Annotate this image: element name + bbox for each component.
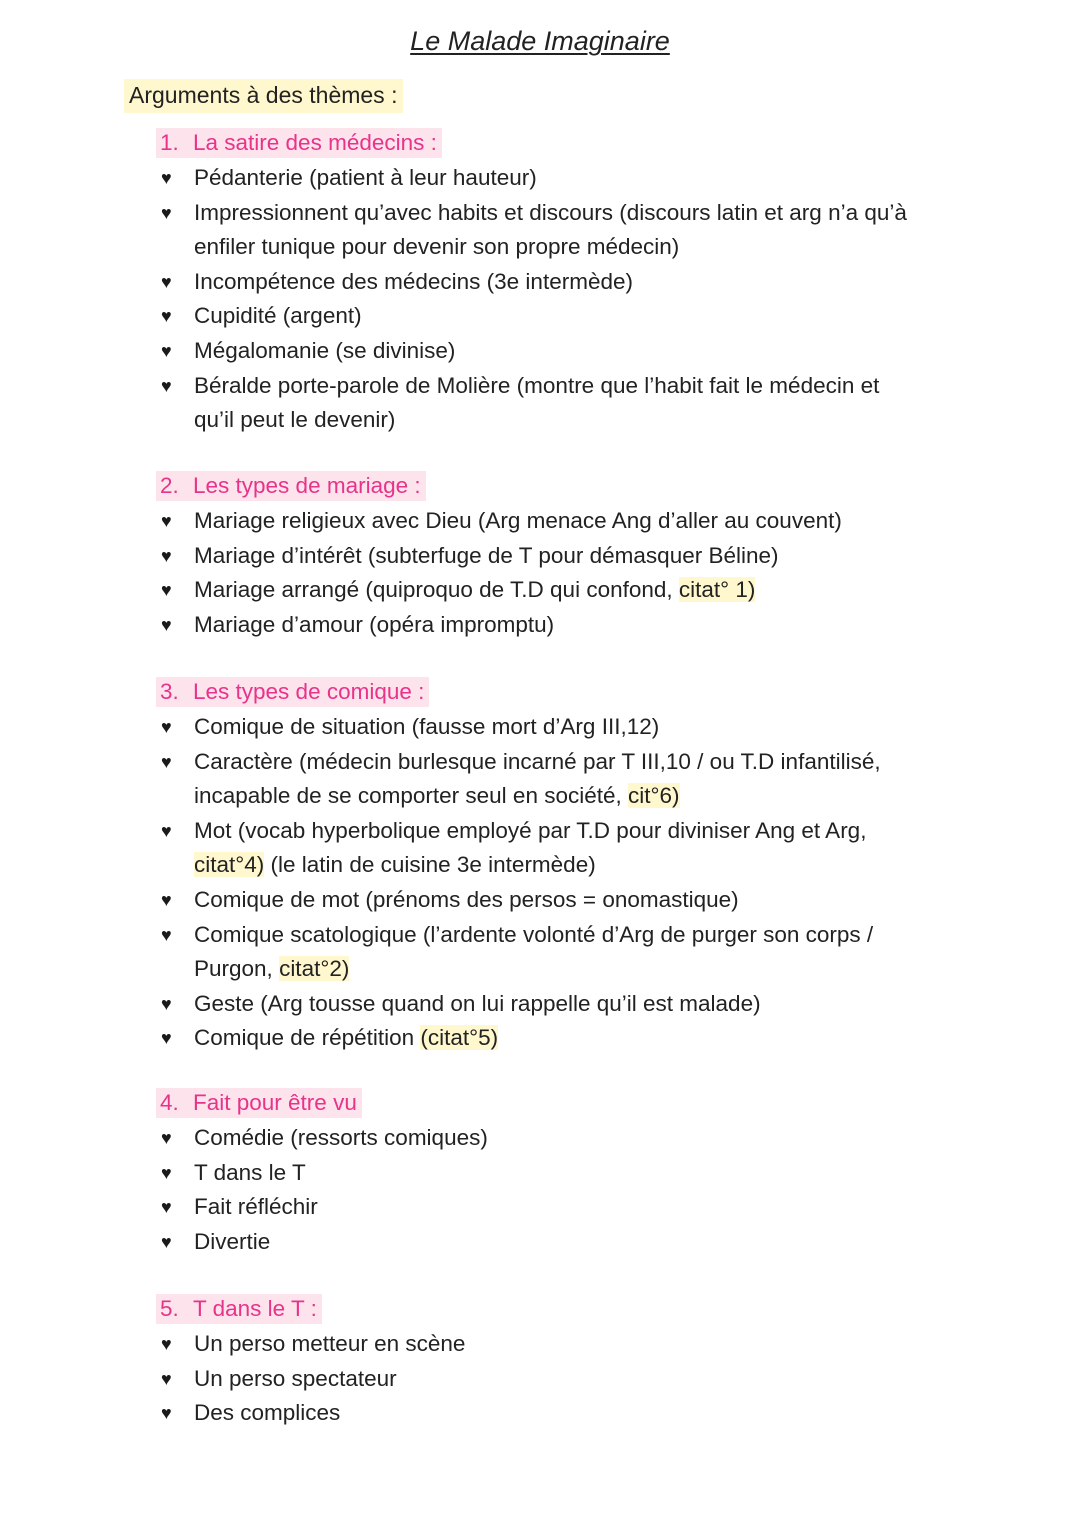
item-text: T dans le T [194,1159,306,1185]
section-heading-text: Les types de mariage : [193,473,421,498]
heart-icon: ♥ [161,1334,172,1354]
page-title: Le Malade Imaginaire [410,26,670,56]
section-satire-medecins [156,128,976,438]
heart-icon: ♥ [161,717,172,737]
list-item [156,1021,976,1056]
heart-icon: ♥ [161,271,172,292]
item-text: Geste (Arg tousse quand on lui rappelle qu’il est malade) [194,990,761,1016]
heart-icon: ♥ [161,202,172,223]
section-heading-text: La satire des médecins : [193,130,437,155]
heart-icon: ♥ [161,1162,172,1183]
section-heading [156,128,442,158]
item-text: Comique de situation (fausse mort d’Arg III,12) [194,714,660,739]
citation-highlight: citat°4) [194,852,265,878]
item-text: Un perso spectateur [194,1365,397,1391]
item-text: Comédie (ressorts comiques) [194,1125,488,1150]
section-t-dans-le-t [156,1294,976,1431]
item-text: Béralde porte-parole de Molière (montre que l’habit fait le médecin et [194,372,880,398]
section-number: 1. [160,130,179,155]
heart-icon: ♥ [161,820,172,841]
list-item [156,918,976,953]
item-text: Mariage religieux avec Dieu (Arg menace Ang d’aller au couvent) [194,508,842,533]
item-text: Un perso metteur en scène [194,1331,466,1356]
item-text: (le latin de cuisine 3e intermède) [264,852,596,878]
heart-icon: ♥ [161,511,172,531]
list-item-continuation [156,403,976,438]
heart-icon: ♥ [161,1197,172,1218]
citation-highlight: cit°6) [628,783,680,809]
item-text: Impressionnent qu’avec habits et discours (discours latin et arg n’a qu’à [194,199,907,225]
subtitle: Arguments à des thèmes : [124,79,403,113]
heart-icon: ♥ [161,889,172,910]
section-types-mariage [156,471,976,642]
item-text: Mariage d’intérêt (subterfuge de T pour démasquer Béline) [194,542,779,568]
section-number: 3. [160,679,179,704]
heart-icon: ♥ [161,306,172,327]
item-text: Mariage d’amour (opéra impromptu) [194,611,555,637]
heart-icon: ♥ [161,614,172,635]
item-text: enfiler tunique pour devenir son propre médecin) [194,234,680,260]
heart-icon: ♥ [161,1128,172,1148]
list-item [156,814,976,849]
section-fait-pour-etre-vu [156,1088,976,1259]
list-item [156,883,976,918]
section-heading [156,1088,362,1118]
item-text: Comique de répétition [194,1025,421,1051]
item-text: Des complices [194,1400,341,1426]
list-item [156,1190,976,1225]
heart-icon: ♥ [161,993,172,1014]
list-item [156,573,976,608]
citation-highlight: citat° 1) [678,577,756,603]
heart-icon: ♥ [161,168,172,188]
heart-icon: ♥ [161,924,172,945]
item-text: Pédanterie (patient à leur hauteur) [194,165,537,190]
list-item [156,1396,976,1431]
item-text: Cupidité (argent) [194,303,362,329]
heart-icon: ♥ [161,375,172,396]
list-item-continuation [156,848,976,883]
list-item [156,1121,976,1156]
item-text: Mégalomanie (se divinise) [194,337,456,363]
list-item-continuation [156,230,976,265]
section-heading-text: T dans le T : [193,1296,317,1321]
list-item [156,710,976,745]
heart-icon: ♥ [161,340,172,361]
list-item [156,1156,976,1191]
list-item-continuation [156,952,976,987]
item-text: Comique scatologique (l’ardente volonté d’Arg de purger son corps / [194,921,874,947]
item-text: Fait réfléchir [194,1194,318,1220]
list-item [156,1327,976,1362]
item-text: Mot (vocab hyperbolique employé par T.D pour diviniser Ang et Arg, [194,817,867,843]
list-item [156,196,976,231]
item-text: Comique de mot (prénoms des persos = onomastique) [194,886,739,912]
item-text: Caractère (médecin burlesque incarné par T III,10 / ou T.D infantilisé, [194,748,881,774]
heart-icon: ♥ [161,1403,172,1424]
list-item [156,608,976,643]
list-item [156,299,976,334]
list-item [156,334,976,369]
citation-highlight: citat°2) [279,956,350,982]
section-number: 2. [160,473,179,498]
item-text: incapable de se comporter seul en société, [194,783,629,809]
section-number: 5. [160,1296,179,1321]
list-item [156,987,976,1022]
list-item [156,161,976,196]
heart-icon: ♥ [161,545,172,566]
list-item [156,265,976,300]
heart-icon: ♥ [161,1368,172,1389]
item-text: Purgon, [194,956,280,982]
list-item [156,369,976,404]
section-heading [156,677,429,707]
list-item [156,504,976,539]
section-heading-text: Les types de comique : [193,679,425,704]
section-heading [156,1294,322,1324]
item-text: Divertie [194,1228,271,1254]
section-types-comique [156,677,976,1056]
heart-icon: ♥ [161,751,172,772]
list-item [156,1225,976,1260]
list-item-continuation [156,779,976,814]
section-heading [156,471,426,501]
list-item [156,745,976,780]
list-item [156,539,976,574]
section-heading-text: Fait pour être vu [193,1090,357,1115]
item-text: Incompétence des médecins (3e intermède) [194,268,633,294]
item-text: Mariage arrangé (quiproquo de T.D qui confond, [194,577,679,603]
heart-icon: ♥ [161,580,172,601]
heart-icon: ♥ [161,1231,172,1252]
item-text: qu’il peut le devenir) [194,407,396,433]
citation-highlight: (citat°5) [420,1025,499,1051]
heart-icon: ♥ [161,1028,172,1049]
section-number: 4. [160,1090,179,1115]
list-item [156,1362,976,1397]
